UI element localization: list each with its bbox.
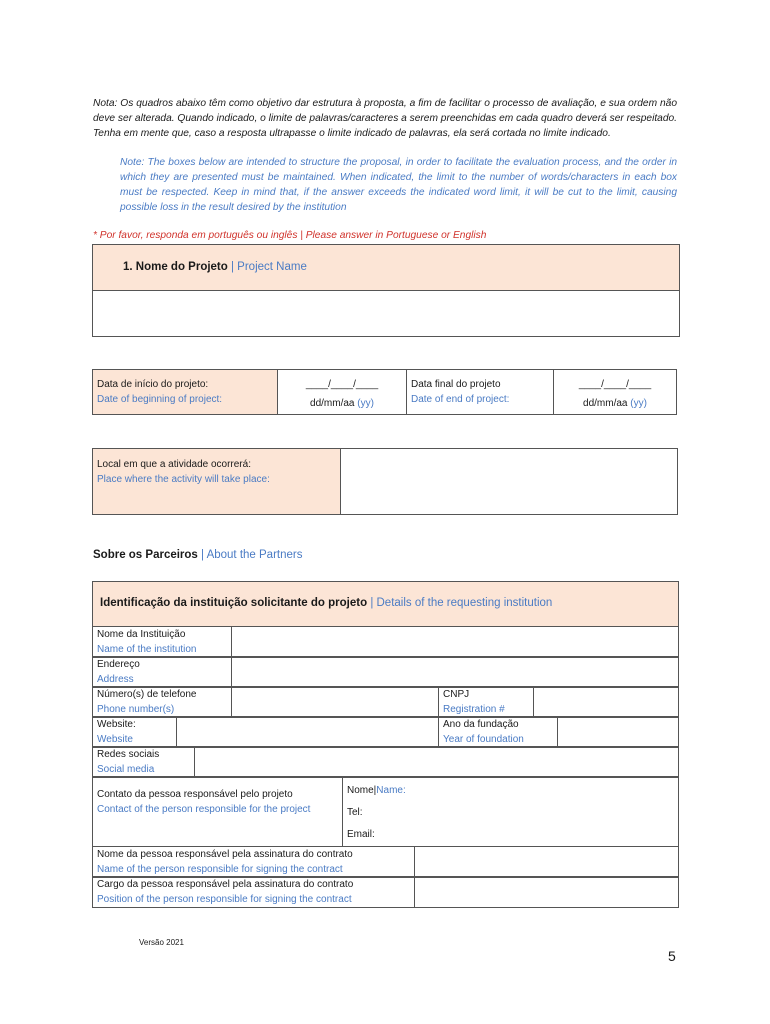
contact-label: Contato da pessoa responsável pelo projeto Contact of the person responsible for the project — [93, 777, 343, 847]
address-row — [92, 656, 679, 688]
contact-fields[interactable] — [343, 777, 679, 847]
institution-name-field[interactable] — [232, 627, 679, 658]
website-row — [92, 716, 679, 748]
social-row — [92, 746, 679, 778]
partners-section-title: Sobre os Parceiros | About the Partners — [93, 549, 303, 561]
end-date-label: Data final do projeto Date of end of project: — [407, 370, 554, 415]
note-portuguese: Nota: Os quadros abaixo têm como objetivo dar estrutura à proposta, a fim de facilitar o processo de avaliação, e sua ordem não deve ser alterada. Quando indicado, o limite de palavras/caracteres a serem preenchidas em cada quadro deverá ser respeitado. Tenha em mente que, caso a resposta ultrapasse o limite indicado de palavras, ela será cortada no limite indicado. — [93, 98, 677, 139]
start-date-label: Data de início do projeto: Date of beginning of project: — [93, 370, 278, 415]
dates-table — [92, 369, 677, 415]
cnpj-label: CNPJ Registration # — [439, 687, 534, 718]
phone-row — [92, 686, 679, 718]
institution-name-label: Nome da Instituição Name of the institution — [93, 627, 232, 658]
language-requirement: * Por favor, responda em português ou inglês | Please answer in Portuguese or English — [93, 230, 487, 241]
cnpj-field[interactable] — [534, 687, 679, 718]
location-label: Local em que a atividade ocorrerá: Place where the activity will take place: — [93, 449, 341, 515]
project-name-header — [92, 244, 680, 291]
contact-tel-line[interactable]: Tel: — [347, 807, 363, 818]
version-label: Versão 2021 — [139, 938, 184, 947]
phone-field[interactable] — [232, 687, 439, 718]
institution-header: Identificação da instituição solicitante do projeto | Details of the requesting institution — [92, 581, 679, 627]
phone-label: Número(s) de telefone Phone number(s) — [93, 687, 232, 718]
contact-name-line[interactable]: Nome|Name: — [347, 785, 406, 796]
location-field[interactable] — [341, 449, 678, 515]
location-table — [92, 448, 678, 515]
website-field[interactable] — [177, 717, 439, 748]
project-name-label: 1. Nome do Projeto — [123, 261, 228, 273]
end-date-field[interactable]: ____/____/____ dd/mm/aa (yy) — [554, 370, 677, 415]
signer-position-label: Cargo da pessoa responsável pela assinatura do contrato Position of the person responsible for signing the contract — [93, 877, 415, 908]
signer-name-field[interactable] — [415, 847, 679, 878]
website-label: Website: Website — [93, 717, 177, 748]
project-name-field[interactable] — [92, 290, 680, 337]
signer-name-label: Nome da pessoa responsável pela assinatura do contrato Name of the person responsible for signing the contract — [93, 847, 415, 878]
social-field[interactable] — [195, 747, 679, 778]
institution-name-row — [92, 626, 679, 658]
address-label: Endereço Address — [93, 657, 232, 688]
signer-position-field[interactable] — [415, 877, 679, 908]
address-field[interactable] — [232, 657, 679, 688]
contact-email-line[interactable]: Email: — [347, 829, 375, 840]
signer-position-row — [92, 876, 679, 908]
foundation-field[interactable] — [558, 717, 679, 748]
signer-name-row — [92, 846, 679, 878]
start-date-field[interactable]: ____/____/____ dd/mm/aa (yy) — [278, 370, 407, 415]
foundation-label: Ano da fundação Year of foundation — [439, 717, 558, 748]
contact-row — [92, 776, 679, 847]
social-label: Redes sociais Social media — [93, 747, 195, 778]
project-name-label-en: | Project Name — [231, 261, 307, 273]
page-number: 5 — [668, 948, 676, 964]
note-english: Note: The boxes below are intended to structure the proposal, in order to facilitate the evaluation process, and the order in which they are presented must be maintained. When indicated, the limit to the number of words/characters in each box must be respected. Keep in mind that, if the answer exceeds the indicated word limit, it will be cut to the limit, causing possible loss in the result desired by the institution — [120, 157, 677, 213]
